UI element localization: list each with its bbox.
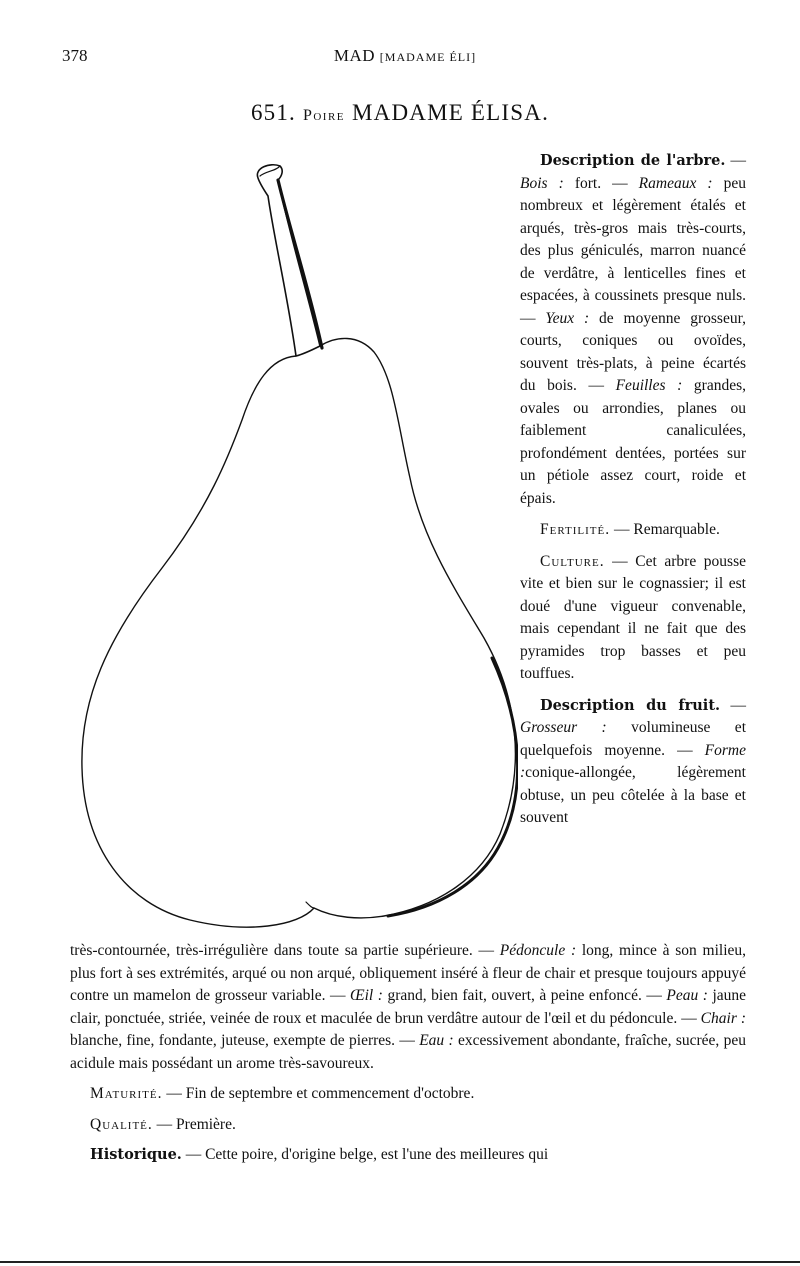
tree-dash: —	[725, 152, 747, 169]
culture-label: Culture.	[540, 552, 605, 570]
grosseur-label: Grosseur :	[520, 719, 607, 736]
maturite-label: Maturité.	[90, 1085, 163, 1102]
fertilite-text: — Remarquable.	[610, 521, 720, 538]
pear-body-shadow	[388, 658, 518, 916]
qualite-paragraph	[70, 1114, 746, 1137]
fruit-heading: Description du fruit.	[540, 696, 721, 714]
bois-label: Bois :	[520, 174, 564, 192]
rameaux-text: peu nombreux et légèrement étalés et arqués, très-gros mais très-courts, des plus géniculés, marron nuancé de verdâtre, à lenticelles fines et espacées, à coussinets presque nuls. —	[520, 174, 746, 327]
pear-illustration	[78, 158, 518, 938]
forme-text-end: très-contournée, très-irrégulière dans toute sa partie supérieure. —	[70, 942, 500, 959]
entry-poire-word: Poire	[302, 107, 346, 124]
tree-description-column	[520, 150, 746, 839]
peau-text: jaune clair, ponctuée, striée, veinée de roux et maculée de brun verdâtre autour de l'œil et du pédoncule. —	[70, 987, 747, 1027]
historique-label: Historique.	[90, 1146, 182, 1163]
page-number: 378	[62, 46, 88, 65]
historique-paragraph	[70, 1144, 746, 1167]
feuilles-text: grandes, ovales ou arrondies, planes ou faiblement canaliculées, profondément dentées, portées sur un pétiole assez court, roide et épais.	[520, 377, 747, 507]
running-head	[62, 46, 748, 70]
tree-heading: Description de l'arbre.	[540, 152, 726, 169]
chair-label: Chair :	[700, 1009, 746, 1027]
forme-label: Forme :	[520, 741, 746, 781]
maturite-paragraph	[70, 1083, 746, 1106]
eau-label: Eau :	[419, 1032, 454, 1049]
running-title-main: MAD	[333, 46, 376, 65]
yeux-text: de moyenne grosseur, courts, coniques ou ovoïdes, souvent très-plats, à peine écartés du bois. —	[520, 309, 747, 394]
oeil-label: Œil :	[350, 987, 383, 1004]
grosseur-prefix: —	[720, 696, 747, 714]
entry-name: MADAME ÉLISA.	[351, 100, 550, 125]
forme-text-start: conique-allongée, légèrement obtuse, un peu côtelée à la base et souvent	[520, 764, 746, 826]
yeux-label: Yeux :	[545, 309, 590, 327]
entry-number: 651.	[250, 100, 297, 125]
qualite-text: — Première.	[152, 1115, 236, 1133]
fruit-description-continued	[70, 940, 746, 1075]
culture-paragraph	[520, 551, 746, 686]
fertilite-paragraph	[520, 519, 746, 542]
culture-text: — Cet arbre pousse vite et bien sur le cognassier; il est doué d'une vigueur convenable, mais cependant il ne fait que des pyramides trop basses et peu touffues.	[520, 552, 746, 682]
fertilite-label: Fertilité.	[540, 521, 611, 538]
pear-base-notch	[306, 902, 314, 908]
chair-text: blanche, fine, fondante, juteuse, exempte de pierres. —	[70, 1032, 420, 1049]
pedoncule-text: long, mince à son milieu, plus fort à ses extrémités, arqué ou non arqué, obliquement inséré à fleur de chair et presque toujours appuyé contre un mamelon de grosseur variable. —	[70, 942, 747, 1004]
peau-label: Peau :	[666, 987, 708, 1004]
rameaux-label: Rameaux :	[638, 174, 713, 192]
qualite-label: Qualité.	[90, 1115, 153, 1133]
grosseur-text: volumineuse et quelquefois moyenne. —	[520, 719, 746, 759]
bois-text: fort. —	[563, 174, 639, 192]
running-title-bracket: [MADAME ÉLI]	[379, 50, 477, 64]
fruit-description-full-width	[70, 940, 746, 1175]
pear-body-outline	[82, 338, 515, 927]
fruit-description-start	[520, 695, 746, 830]
maturite-text: — Fin de septembre et commencement d'octobre.	[162, 1085, 475, 1102]
running-title	[62, 46, 748, 66]
pedoncule-label: Pédoncule :	[499, 942, 577, 959]
page-bottom-rule	[0, 1261, 800, 1263]
historique-text: — Cette poire, d'origine belge, est l'une des meilleures qui	[181, 1146, 549, 1163]
tree-description	[520, 150, 746, 510]
entry-title	[0, 100, 800, 126]
pear-stem	[257, 165, 320, 356]
eau-text: excessivement abondante, fraîche, sucrée, peu acidule mais possédant un arome très-savoureux.	[70, 1032, 746, 1072]
oeil-text: grand, bien fait, ouvert, à peine enfoncé. —	[382, 987, 667, 1004]
pear-stem-shadow	[278, 180, 322, 348]
feuilles-label: Feuilles :	[615, 377, 683, 394]
